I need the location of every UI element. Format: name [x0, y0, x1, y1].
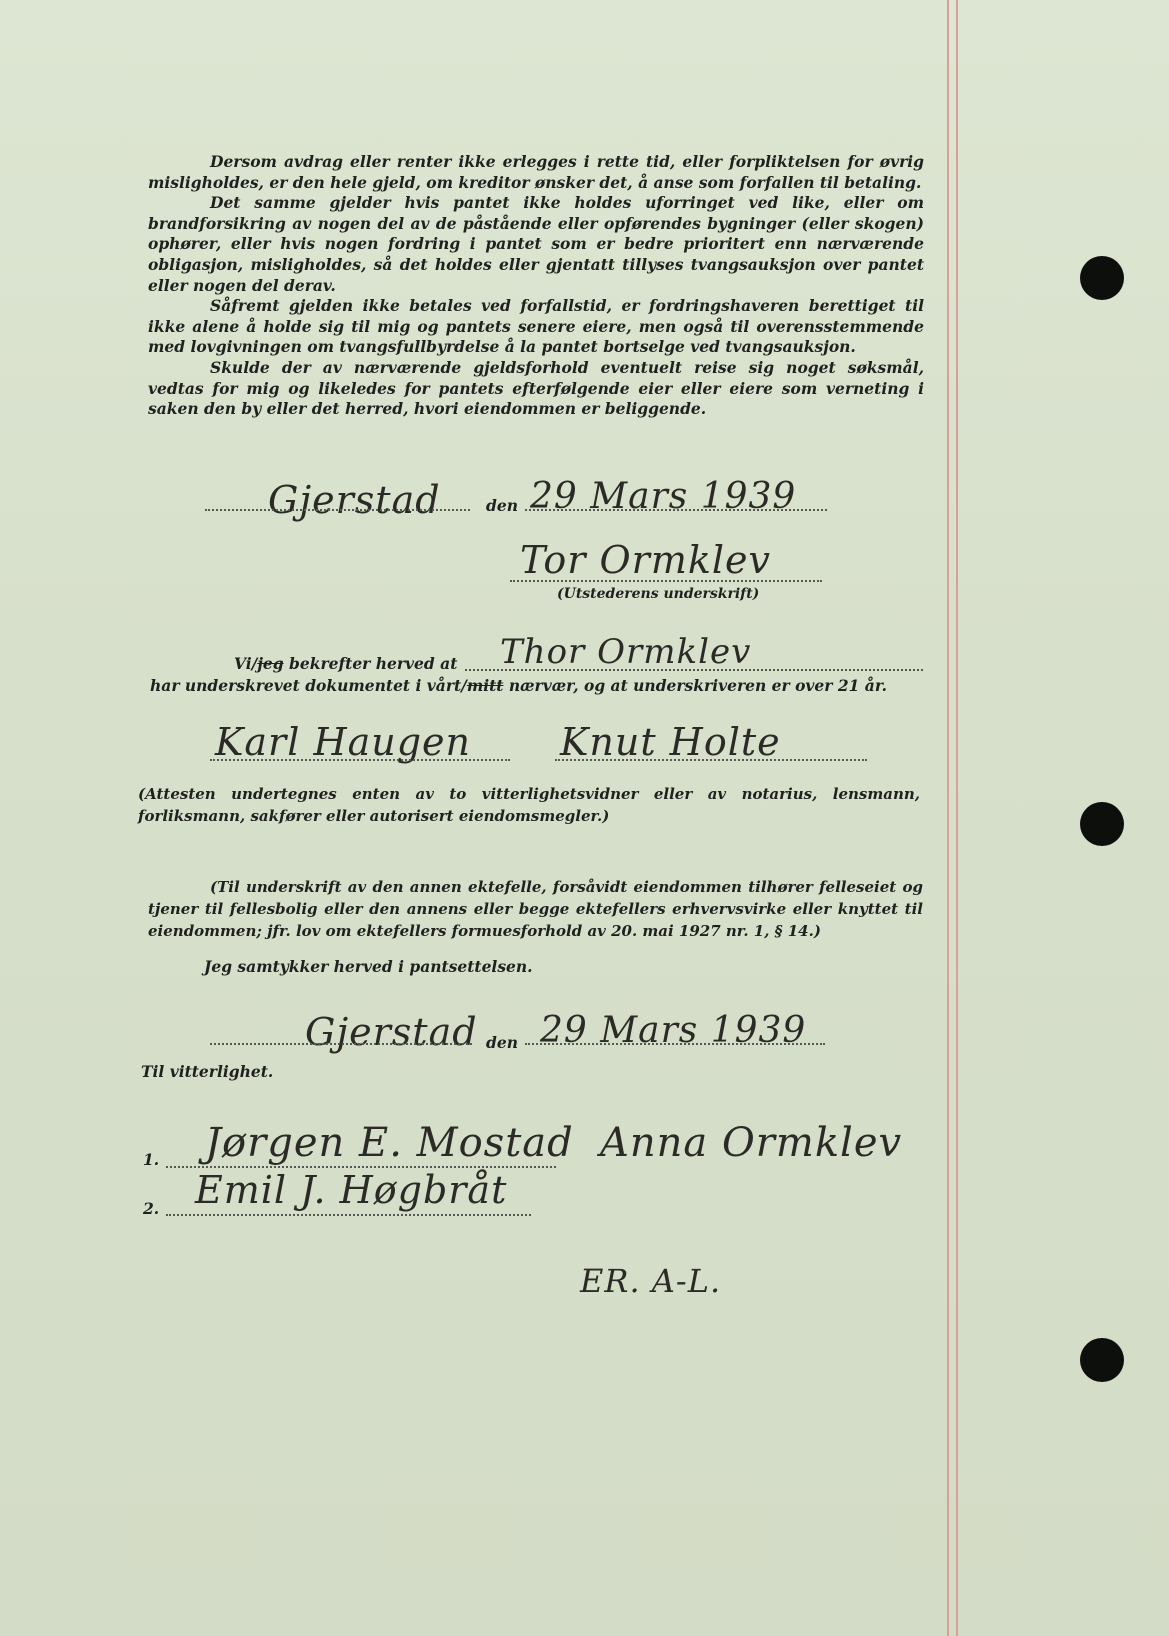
spouse-note: [148, 876, 923, 942]
punch-hole: [1080, 802, 1124, 846]
handwritten-date: 29 Mars 1939: [540, 1010, 807, 1051]
margin-note: ER. A-L.: [580, 1262, 722, 1300]
terms-paragraph: Det samme gjelder hvis pantet ikke holdes uforringet ved like, eller om brandforsikring av nogen del av de påstående eller opførendes bygninger (eller skogen) ophører, eller hvis nogen fordring i pantet som er bedre prioritert enn nærværende obligasjon, misligholdes, så det holdes eller gjentatt tillyses tvangsauksjon over pantet eller nogen del derav.: [148, 193, 924, 295]
confirm-prefix: Vi/: [234, 654, 258, 673]
witness-dotted-line: [210, 759, 510, 761]
confirm-line-2b: nærvær, og at underskriveren er over 21 år.: [508, 676, 887, 695]
place-dotted-line: [205, 509, 470, 511]
confirm-line-2: [150, 676, 887, 695]
spouse-signature: Anna Ormklev: [600, 1120, 903, 1166]
struck-word: mitt: [466, 676, 504, 695]
witness-note-text: (Attesten undertegnes enten av to vitterlighetsvidner eller av notarius, lensmann, forliksmann, sakfører eller autorisert eiendomsmegler.): [138, 785, 920, 825]
consent-text: Jeg samtykker herved i pantsettelsen.: [204, 957, 533, 976]
handwritten-named-person: Thor Ormklev: [500, 632, 752, 672]
spouse-note-text: (Til underskrift av den annen ektefelle, forsåvidt eiendommen tilhører felleseiet og tjener til fellesbolig eller den annens eller begge ektefellers erhvervsvirke eller knyttet til eiendommen; jfr. lov om ektefellers formuesforhold av 20. mai 1927 nr. 1, § 14.): [148, 878, 923, 940]
handwritten-date: 29 Mars 1939: [530, 476, 797, 517]
den-label: den: [486, 1033, 518, 1052]
date-dotted-line: [525, 1043, 825, 1045]
witness-number-1: 1.: [143, 1150, 160, 1169]
punch-hole: [1080, 256, 1124, 300]
den-label: den: [486, 496, 518, 515]
confirm-suffix: bekrefter herved at: [289, 654, 458, 673]
attestation-label: Til vitterlighet.: [141, 1062, 274, 1081]
witness-signature-1: Karl Haugen: [215, 720, 471, 764]
date-dotted-line: [525, 509, 827, 511]
issuer-signature: Tor Ormklev: [520, 538, 772, 582]
witness-note: [138, 783, 920, 827]
terms-paragraph: Såfremt gjelden ikke betales ved forfallstid, er fordringshaveren berettiget til ikke alene å holde sig til mig og pantets senere eiere, men også til overensstemmende med lovgivningen om tvangsfullbyrdelse å la pantet bortselge ved tvangsauksjon.: [148, 296, 924, 357]
struck-word: jeg: [257, 654, 284, 673]
terms-paragraph: Dersom avdrag eller renter ikke erlegges i rette tid, eller forpliktelsen for øvrig misligholdes, er den hele gjeld, om kreditor ønsker det, å anse som forfallen til betaling.: [148, 152, 924, 192]
confirm-line-2a: har underskrevet dokumentet i vårt/: [150, 676, 467, 695]
attestation-witness-2: Emil J. Høgbråt: [195, 1168, 508, 1212]
issuer-caption: (Utstederens underskrift): [557, 586, 760, 602]
handwritten-place: Gjerstad: [268, 478, 441, 522]
witness-dotted-line: [555, 759, 867, 761]
handwritten-place: Gjerstad: [305, 1010, 478, 1054]
confirm-line-1: [234, 654, 457, 673]
witness-number-2: 2.: [143, 1199, 160, 1218]
witness-dotted-line: [166, 1214, 531, 1216]
margin-rule: [947, 0, 949, 1636]
witness-signature-2: Knut Holte: [560, 720, 781, 764]
terms-paragraph: Skulde der av nærværende gjeldsforhold eventuelt reise sig noget søksmål, vedtas for mig og likeledes for pantets efterfølgende eier eller eiere som verneting i saken den by eller det herred, hvori eiendommen er beliggende.: [148, 357, 924, 419]
margin-rule: [956, 0, 958, 1636]
attestation-witness-1: Jørgen E. Mostad: [205, 1120, 574, 1166]
punch-hole: [1080, 1338, 1124, 1382]
terms-text: [148, 152, 924, 420]
place-dotted-line: [210, 1043, 472, 1045]
name-dotted-line: [465, 669, 923, 671]
signature-dotted-line: [510, 580, 822, 582]
